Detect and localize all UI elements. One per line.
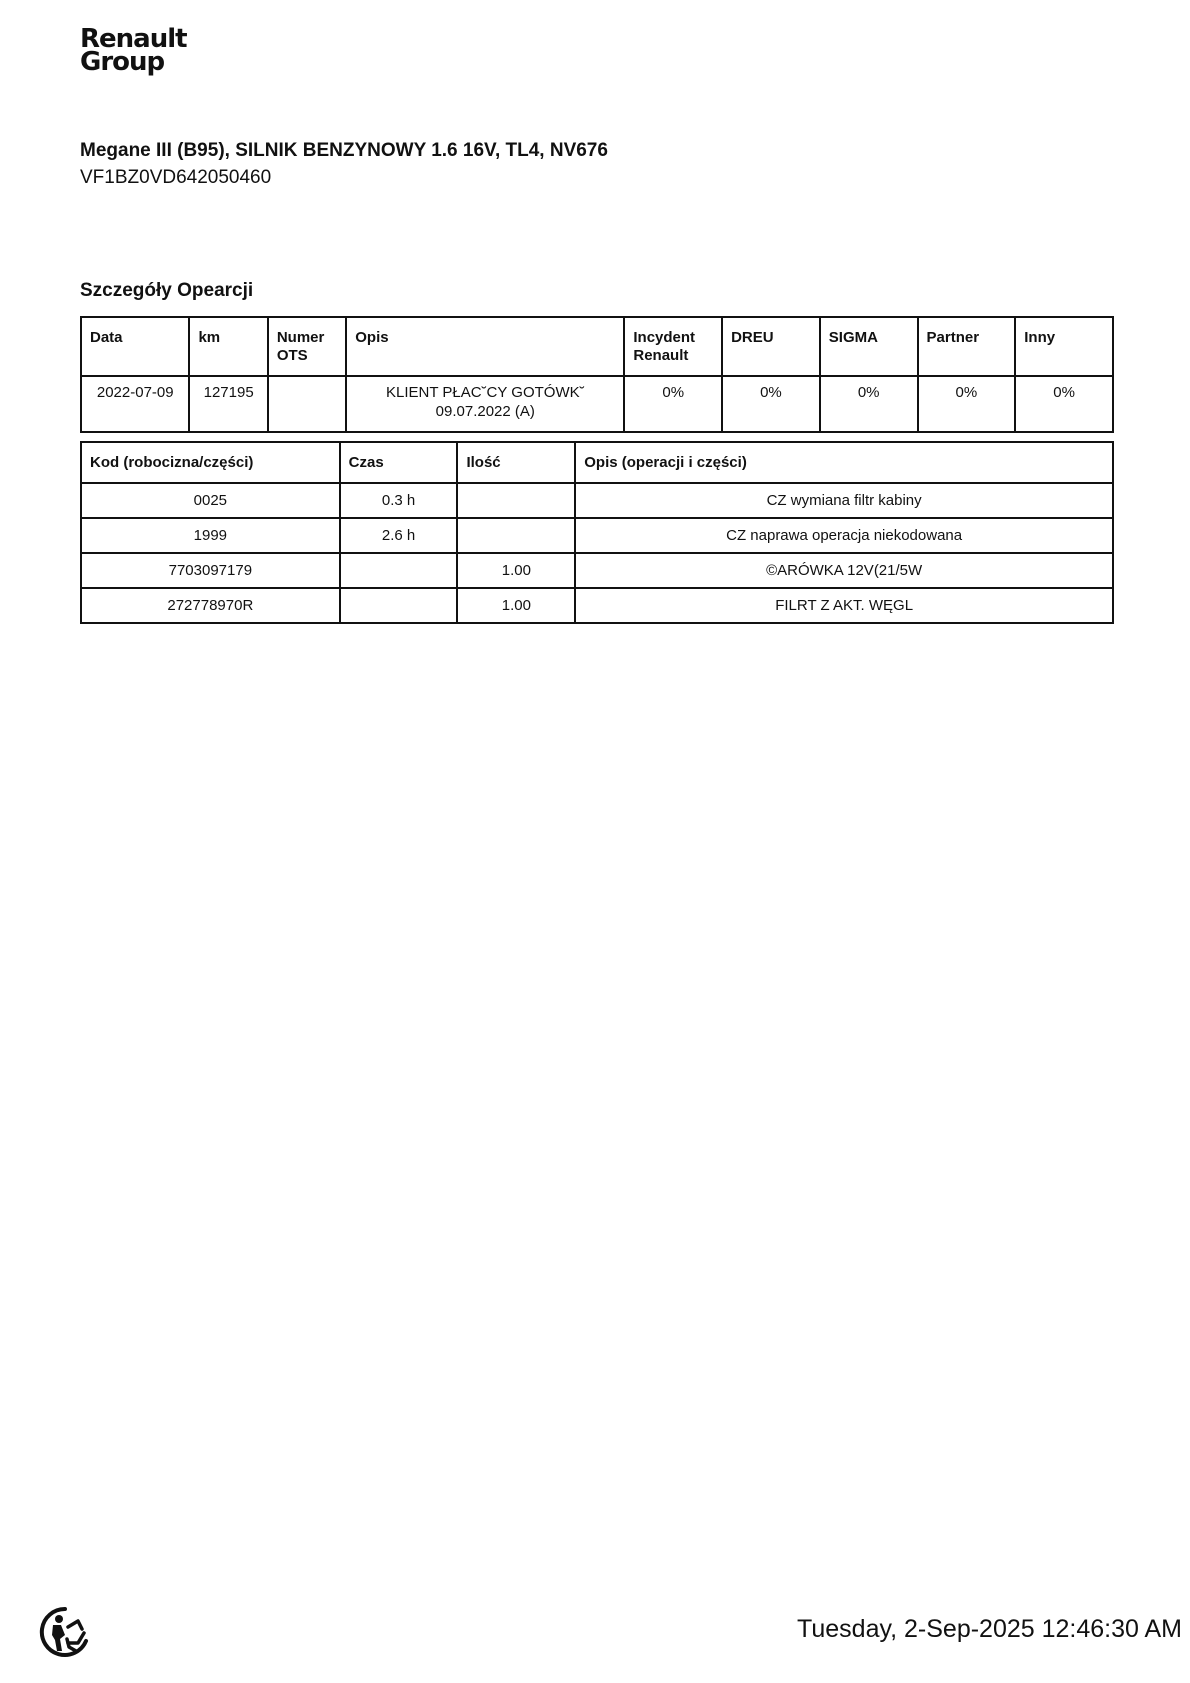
- cell-opis: CZ wymiana filtr kabiny: [575, 483, 1113, 518]
- cell-czas: [340, 553, 458, 588]
- parts-table: [80, 441, 1114, 624]
- header-data: Data: [81, 317, 189, 376]
- table-row: [81, 518, 1113, 553]
- header-kod: Kod (robocizna/części): [81, 442, 340, 483]
- cell-dreu: 0%: [722, 376, 820, 432]
- cell-ilosc: [457, 483, 575, 518]
- triman-recycle-icon: [38, 1605, 92, 1659]
- cell-km: 127195: [189, 376, 267, 432]
- table-row: [81, 483, 1113, 518]
- cell-opis: FILRT Z AKT. WĘGL: [575, 588, 1113, 623]
- vehicle-title: Megane III (B95), SILNIK BENZYNOWY 1.6 16V, TL4, NV676: [80, 140, 608, 161]
- cell-kod: 272778970R: [81, 588, 340, 623]
- cell-czas: 0.3 h: [340, 483, 458, 518]
- operation-table: [80, 316, 1114, 433]
- table-row: [81, 376, 1113, 432]
- cell-czas: 2.6 h: [340, 518, 458, 553]
- vin-number: VF1BZ0VD642050460: [80, 167, 272, 188]
- print-timestamp: Tuesday, 2-Sep-2025 12:46:30 AM: [797, 1615, 1182, 1643]
- renault-group-logo: [80, 24, 187, 77]
- header-ilosc: Ilość: [457, 442, 575, 483]
- header-opis: Opis: [346, 317, 624, 376]
- header-inny: Inny: [1015, 317, 1113, 376]
- parts-header-row: [81, 442, 1113, 483]
- logo-line-renault: Renault: [80, 24, 187, 54]
- header-incydent-renault: Incydent Renault: [624, 317, 722, 376]
- header-dreu: DREU: [722, 317, 820, 376]
- cell-kod: 1999: [81, 518, 340, 553]
- header-partner: Partner: [918, 317, 1016, 376]
- cell-partner: 0%: [918, 376, 1016, 432]
- header-sigma: SIGMA: [820, 317, 918, 376]
- cell-ilosc: 1.00: [457, 553, 575, 588]
- header-czas: Czas: [340, 442, 458, 483]
- operation-header-row: [81, 317, 1113, 376]
- header-numer-ots: Numer OTS: [268, 317, 346, 376]
- cell-czas: [340, 588, 458, 623]
- header-km: km: [189, 317, 267, 376]
- cell-opis: CZ naprawa operacja niekodowana: [575, 518, 1113, 553]
- cell-kod: 0025: [81, 483, 340, 518]
- cell-incydent: 0%: [624, 376, 722, 432]
- cell-kod: 7703097179: [81, 553, 340, 588]
- table-row: [81, 553, 1113, 588]
- cell-opis: ©ARÓWKA 12V(21/5W: [575, 553, 1113, 588]
- table-row: [81, 588, 1113, 623]
- cell-sigma: 0%: [820, 376, 918, 432]
- header-opis-operacji: Opis (operacji i części): [575, 442, 1113, 483]
- cell-data: 2022-07-09: [81, 376, 189, 432]
- cell-inny: 0%: [1015, 376, 1113, 432]
- cell-ilosc: 1.00: [457, 588, 575, 623]
- logo-line-group: Group: [80, 47, 165, 77]
- cell-numer-ots: [268, 376, 346, 432]
- section-title: Szczegóły Opearcji: [80, 280, 254, 301]
- cell-opis: KLIENT PŁAC˘CY GOTÓWK˘ 09.07.2022 (A): [346, 376, 624, 432]
- cell-ilosc: [457, 518, 575, 553]
